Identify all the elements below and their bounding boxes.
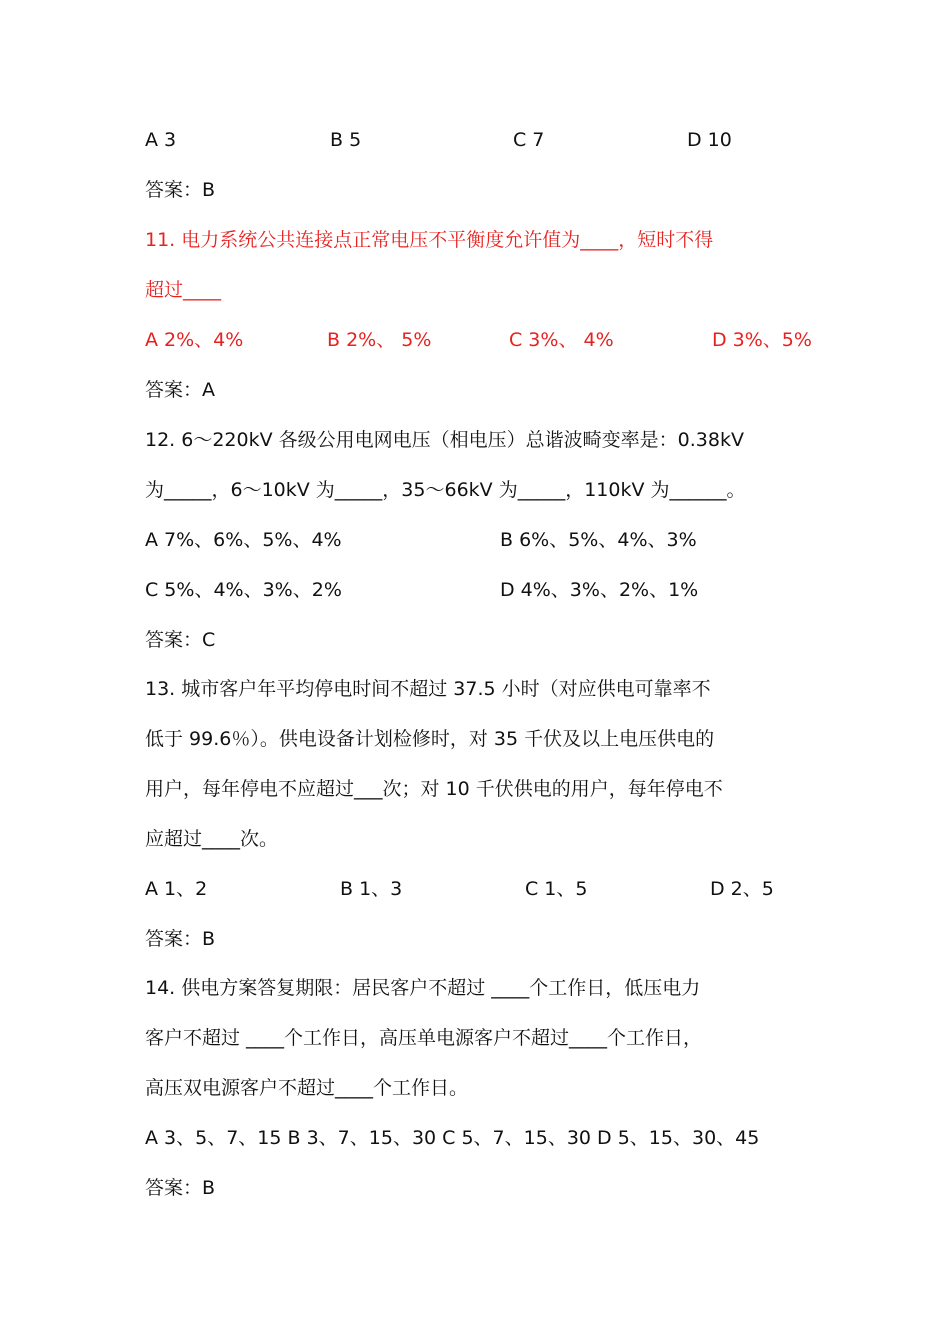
q13-text-line1: 13. 城市客户年平均停电时间不超过 37.5 小时（对应供电可靠率不 — [145, 678, 711, 700]
q12-text-line1: 12. 6～220kV 各级公用电网电压（相电压）总谐波畸变率是：0.38kV — [145, 429, 744, 451]
q10-option-c: C 7 — [513, 129, 545, 151]
q13-answer: 答案：B — [145, 928, 216, 950]
q10-option-d: D 10 — [687, 129, 732, 151]
q12-answer: 答案：C — [145, 629, 216, 651]
q12-option-c: C 5%、4%、3%、2% — [145, 579, 342, 601]
q11-answer: 答案：A — [145, 379, 215, 401]
q13-text-line4: 应超过____次。 — [145, 828, 279, 850]
q11-option-d: D 3%、5% — [712, 329, 812, 351]
q11-option-a: A 2%、4% — [145, 329, 244, 351]
q10-option-b: B 5 — [330, 129, 362, 151]
q14-text-line1: 14. 供电方案答复期限：居民客户不超过 ____个工作日，低压电力 — [145, 977, 701, 999]
q13-option-b: B 1、3 — [340, 878, 403, 900]
q12-option-b: B 6%、5%、4%、3% — [500, 529, 697, 551]
q14-text-line2: 客户不超过 ____个工作日，高压单电源客户不超过____个工作日， — [145, 1027, 703, 1049]
q13-option-a: A 1、2 — [145, 878, 208, 900]
q14-text-line3: 高压双电源客户不超过____个工作日。 — [145, 1077, 469, 1099]
q13-text-line3: 用户，每年停电不应超过___次；对 10 千伏供电的用户，每年停电不 — [145, 778, 723, 800]
q11-option-c: C 3%、 4% — [509, 329, 614, 351]
q12-option-d: D 4%、3%、2%、1% — [500, 579, 699, 601]
q13-text-line2: 低于 99.6％）。供电设备计划检修时，对 35 千伏及以上电压供电的 — [145, 728, 715, 750]
q11-option-b: B 2%、 5% — [327, 329, 432, 351]
q14-options: A 3、5、7、15 B 3、7、15、30 C 5、7、15、30 D 5、15、30、45 — [145, 1127, 760, 1149]
q14-answer: 答案：B — [145, 1177, 216, 1199]
q12-text-line2: 为_____，6～10kV 为_____，35～66kV 为_____，110kV 为______。 — [145, 479, 746, 501]
q11-text-line2: 超过____ — [145, 279, 222, 301]
q10-option-a: A 3 — [145, 129, 177, 151]
q10-answer: 答案：B — [145, 179, 216, 201]
q11-text-line1: 11. 电力系统公共连接点正常电压不平衡度允许值为____，短时不得 — [145, 229, 714, 251]
q12-option-a: A 7%、6%、5%、4% — [145, 529, 342, 551]
q13-option-c: C 1、5 — [525, 878, 588, 900]
q13-option-d: D 2、5 — [710, 878, 774, 900]
